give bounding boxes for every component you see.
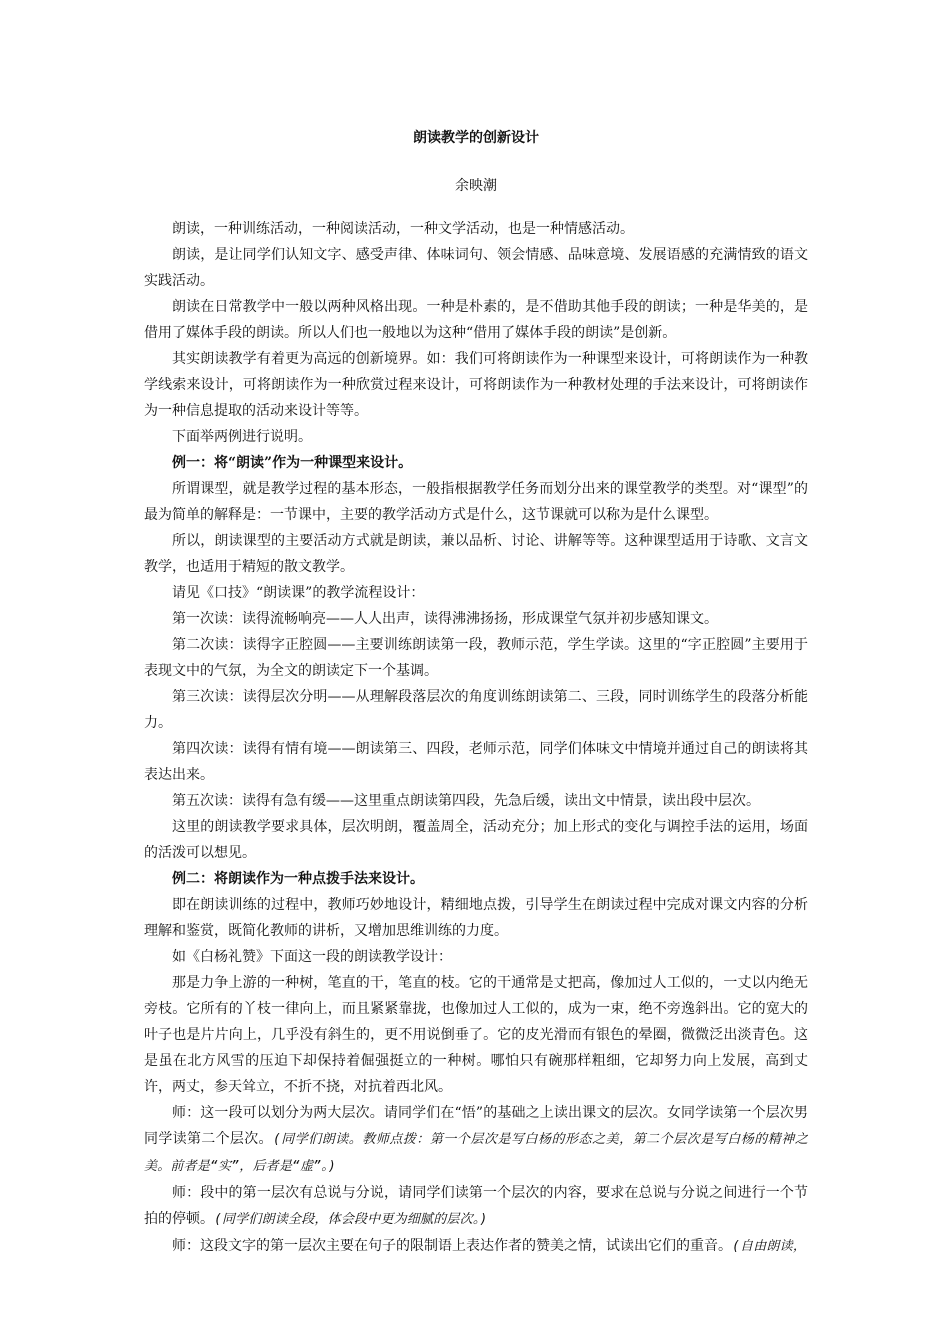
paragraph: 朗读在日常教学中一般以两种风格出现。一种是朴素的，是不借助其他手段的朗读；一种是华美的，是借用了媒体手段的朗读。所以人们也一般地以为这种“借用了媒体手段的朗读”是创新。 [144,299,808,341]
classroom-note: (自由朗读， [732,1239,807,1254]
paragraph: 这里的朗读教学要求具体，层次明朗，覆盖周全，活动充分；加上形式的变化与调控手法的运用，场面的活泼可以想见。 [144,819,808,861]
paragraph: 第三次读：读得层次分明——从理解段落层次的角度训练朗读第二、三段，同时训练学生的段落分析能力。 [144,689,808,731]
teacher-line: 师：这段文字的第一层次主要在句子的限制语上表达作者的赞美之情，试读出它们的重音。 [172,1238,732,1254]
paragraph [144,1180,808,1233]
paragraph: 朗读，是让同学们认知文字、感受声律、体味词句、领会情感、品味意境、发展语感的充满情致的语文实践活动。 [144,247,808,289]
section-heading: 例一：将“朗读”作为一种课型来设计。 [172,455,413,471]
paragraph: 所以，朗读课型的主要活动方式就是朗读，兼以品析、讨论、讲解等等。这种课型适用于诗歌、文言文教学，也适用于精短的散文教学。 [144,533,808,575]
paragraph: 第二次读：读得字正腔圆——主要训练朗读第一段，教师示范，学生学读。这里的“字正腔圆”主要用于表现文中的气氛，为全文的朗读定下一个基调。 [144,637,808,679]
document-author: 余映潮 [455,178,497,194]
paragraph: 第四次读：读得有情有境——朗读第三、四段，老师示范，同学们体味文中情境并通过自己的朗读将其表达出来。 [144,741,808,783]
paragraph [144,1100,808,1180]
section-heading: 例二：将朗读作为一种点拨手法来设计。 [172,871,424,887]
paragraph [144,1233,808,1260]
document-body [144,216,808,1260]
paragraph: 如《白杨礼赞》下面这一段的朗读教学设计： [172,949,452,965]
classroom-note: (同学们朗读全段，体会段中更为细腻的层次。) [214,1212,488,1227]
paragraph: 第一次读：读得流畅响亮——人人出声，读得沸沸扬扬，形成课堂气氛并初步感知课文。 [172,611,718,627]
paragraph: 所谓课型，就是教学过程的基本形态，一般指根据教学任务而划分出来的课堂教学的类型。对“课型”的最为简单的解释是：一节课中，主要的教学活动方式是什么，这节课就可以称为是什么课型。 [144,481,808,523]
paragraph: 请见《口技》“朗读课”的教学流程设计： [172,585,425,601]
document-title: 朗读教学的创新设计 [413,130,539,146]
classroom-note: (同学们朗读。教师点拨：第一个层次是写白杨的形态之美，第二个层次是写白杨的精神之美。前者是“实”，后者是“虚”。) [144,1132,809,1174]
teacher-line: 师：这一段可以划分为两大层次。请同学们在“悟”的基础之上读出课文的层次。女同学读第一个层次男同学读第二个层次。 [144,1105,808,1147]
teacher-line: 师：段中的第一层次有总说与分说，请同学们读第一个层次的内容，要求在总说与分说之间进行一个节拍的停顿。 [144,1185,808,1227]
paragraph: 即在朗读训练的过程中，教师巧妙地设计，精细地点拨，引导学生在朗读过程中完成对课文内容的分析理解和鉴赏，既简化教师的讲析，又增加思维训练的力度。 [144,897,808,939]
paragraph: 其实朗读教学有着更为高远的创新境界。如：我们可将朗读作为一种课型来设计，可将朗读作为一种教学线索来设计，可将朗读作为一种欣赏过程来设计，可将朗读作为一种教材处理的手法来设计，可将朗读作为一种信息提取的活动来设计等等。 [144,351,808,419]
paragraph: 那是力争上游的一种树，笔直的干，笔直的枝。它的干通常是丈把高，像加过人工似的，一丈以内绝无旁枝。它所有的丫枝一律向上，而且紧紧靠拢，也像加过人工似的，成为一束，绝不旁逸斜出。它的宽大的叶子也是片片向上，几乎没有斜生的，更不用说倒垂了。它的皮光滑而有银色的晕圈，微微泛出淡青色。这是虽在北方风雪的压迫下却保持着倔强挺立的一种树。哪怕只有碗那样粗细，它却努力向上发展，高到丈许，两丈，参天耸立，不折不挠，对抗着西北风。 [144,975,808,1095]
paragraph: 朗读，一种训练活动，一种阅读活动，一种文学活动，也是一种情感活动。 [172,221,634,237]
paragraph: 第五次读：读得有急有缓——这里重点朗读第四段，先急后缓，读出文中情景，读出段中层次。 [172,793,760,809]
paragraph: 下面举两例进行说明。 [172,429,312,445]
